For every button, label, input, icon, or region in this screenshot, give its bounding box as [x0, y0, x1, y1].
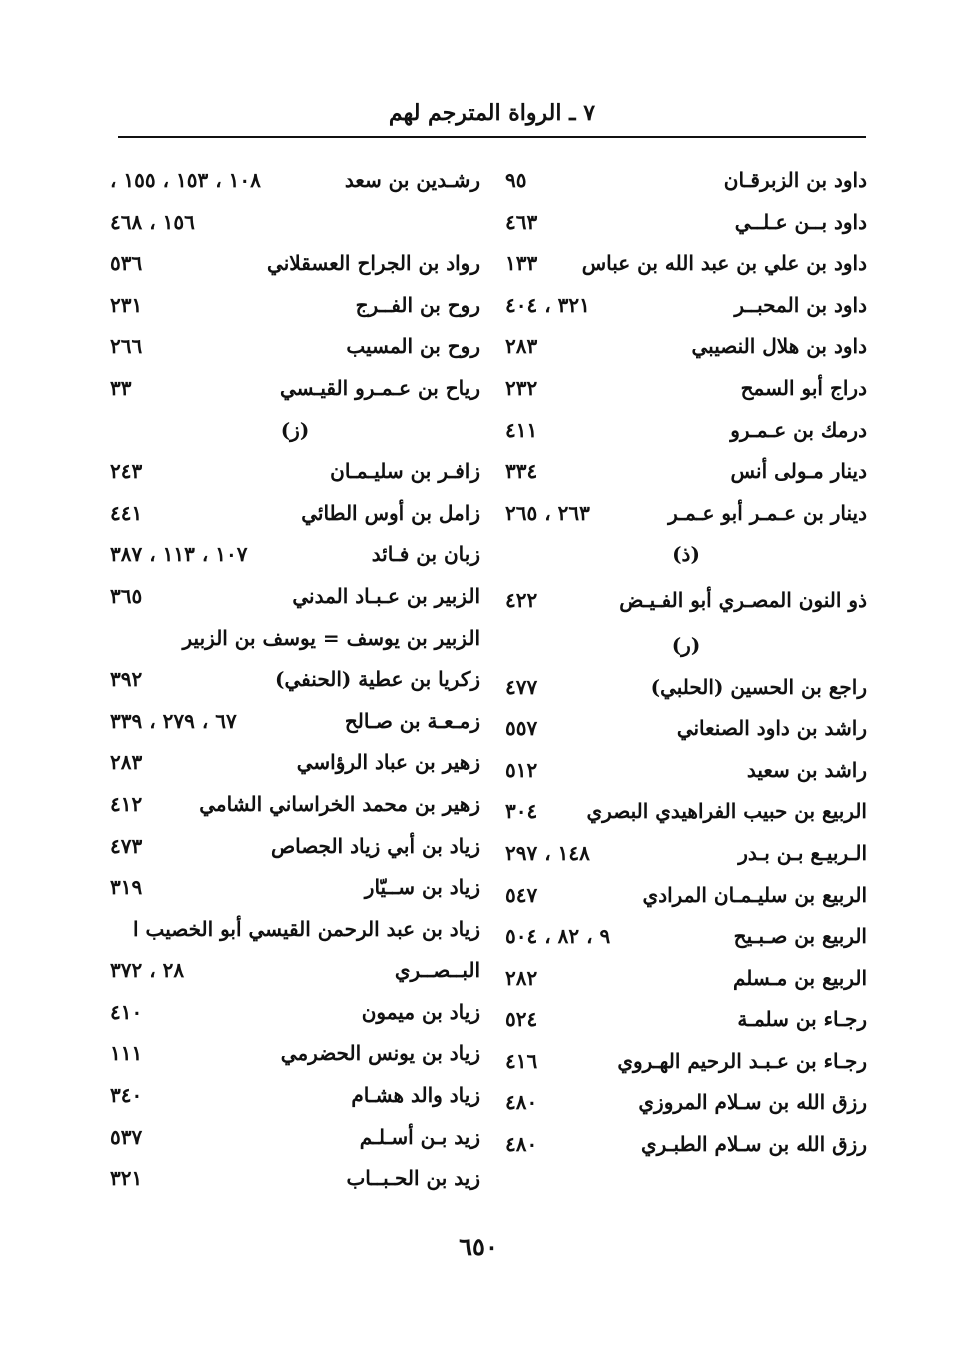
index-entry	[505, 160, 867, 202]
index-entry	[110, 659, 480, 701]
index-entry	[110, 992, 480, 1034]
page-references: ٩٥	[505, 168, 527, 192]
page-references: ١٠٨ ، ١٥٣ ، ١٥٥ ،	[110, 168, 261, 192]
index-entry	[110, 742, 480, 784]
letter-label: (ر)	[671, 632, 701, 657]
page-references: ١٣٣	[505, 251, 538, 276]
narrator-name: درمك بن عـمـرو	[730, 417, 867, 442]
index-entry	[505, 791, 867, 833]
narrator-name: ذو النون المصـري أبو الفـيـض	[619, 587, 867, 612]
letter-heading	[505, 625, 867, 667]
page-references: ١١١	[110, 1041, 143, 1066]
narrator-name: راشد بن سعيد	[746, 757, 867, 782]
index-entry	[110, 243, 480, 285]
narrator-name: زياد بن عبد الرحمن القيسي أبو الخصيب ا	[133, 916, 480, 941]
page-references: ٢٤٣	[110, 459, 143, 484]
narrator-name: زهير بن عباد الرؤاسي	[296, 750, 480, 775]
page-references: ٣٩٢	[110, 667, 143, 692]
page-references: ٢٨٢	[505, 965, 538, 990]
page-references: ٦٧ ، ٢٧٩ ، ٣٣٩	[110, 708, 237, 733]
index-entry	[505, 326, 867, 368]
letter-heading	[505, 534, 867, 576]
page-references: ٥٤٧	[505, 882, 538, 907]
page-references: ٤٢٢	[505, 587, 538, 612]
narrator-name: الربيع بن حبيب الفراهيدي البصري	[586, 799, 867, 824]
index-entry	[505, 708, 867, 750]
narrator-name: رزق الله بن سـلام الطبـري	[640, 1132, 867, 1157]
page-references: ٥١٢	[505, 757, 538, 782]
narrator-name: زافـر بن سليـمـان	[330, 459, 480, 484]
index-entry	[505, 410, 867, 452]
letter-label: (ذ)	[672, 542, 700, 567]
narrator-name: البــصــري	[394, 958, 480, 983]
narrator-name: دراج أبو السمح	[740, 375, 867, 400]
narrator-name: زهير بن محمد الخراساني الشامي	[199, 791, 480, 816]
index-entry	[505, 1082, 867, 1124]
narrator-name: زبان بن فـائد	[371, 542, 480, 567]
index-entry	[110, 534, 480, 576]
header-rule	[118, 136, 866, 138]
page-references: ٥٣٦	[110, 251, 143, 276]
page-references: ٤١٢	[110, 791, 143, 816]
page-references: ٢٨٣	[110, 750, 143, 775]
narrator-name: الـربيـع بـن بـدر	[738, 840, 867, 865]
page-references: ٤٦٣	[505, 209, 538, 234]
narrator-name: زيد بـن أسـلـم	[359, 1124, 480, 1149]
letter-label: (ز)	[280, 417, 310, 442]
index-entry	[110, 1117, 480, 1159]
narrator-name: رزق الله بن سـلام المروزي	[638, 1090, 867, 1115]
page-references: ٥٢٤	[505, 1007, 538, 1032]
page-references: ٢٨ ، ٣٧٢	[110, 958, 185, 983]
index-entry	[110, 701, 480, 743]
index-entry	[110, 867, 480, 909]
index-entry	[505, 285, 867, 327]
narrator-name: زكريا بن عطية (الحنفي)	[275, 667, 480, 692]
page-references: ٣١٩	[110, 875, 143, 900]
page-references: ٣٠٤	[505, 799, 538, 824]
narrator-name: الربيع بن صـبـيح	[733, 924, 867, 949]
index-entry	[505, 202, 867, 244]
index-entry	[505, 916, 867, 958]
page-references: ٥٥٧	[505, 716, 538, 741]
index-entry	[110, 909, 480, 951]
index-entry	[110, 826, 480, 868]
index-entry	[110, 493, 480, 535]
narrator-name: دينار مـولى أنس	[730, 459, 867, 484]
page-references: ٩ ، ٨٢ ، ٥٠٤	[505, 924, 611, 949]
index-column-left	[110, 160, 480, 1200]
index-entry	[110, 202, 480, 244]
narrator-name: داود بن علي بن عبد الله بن عباس	[581, 251, 867, 276]
page-references: ٣٢١ ، ٤٠٤	[505, 292, 590, 317]
narrator-name: رواد بن الجراح العسقلاني	[267, 251, 480, 276]
narrator-name: الربيع بن سليـمـان المرادي	[642, 882, 867, 907]
index-column-right	[505, 160, 867, 1166]
narrator-name: الربيع بن مـسلم	[733, 965, 867, 990]
index-entry	[110, 368, 480, 410]
narrator-name: زمـعـة بن صـالح	[344, 708, 480, 733]
page-references: ٢٦٦	[110, 334, 143, 359]
page-number: ٦٥٠	[459, 1232, 498, 1261]
narrator-name: الزبير بن عـبـاد المدني	[292, 583, 480, 608]
page-references: ٤٧٧	[505, 674, 538, 699]
narrator-name: رجـاء بن سلمـة	[737, 1007, 867, 1032]
narrator-name: رجـاء بن عـبـد الرحيم الهـروي	[617, 1048, 867, 1073]
letter-heading	[110, 410, 480, 452]
narrator-name: زيد بن الحـبــاب	[346, 1166, 480, 1191]
index-entry	[505, 667, 867, 709]
narrator-name: روح بن الفــرج	[355, 292, 480, 317]
page-references: ٣٣	[110, 375, 132, 400]
narrator-name: رشـدين بن سعد	[344, 168, 480, 192]
index-entry	[110, 1158, 480, 1200]
page-references: ٣٤٠	[110, 1083, 143, 1108]
page-references: ٤١١	[505, 417, 538, 442]
index-entry	[110, 160, 480, 202]
narrator-name: زياد والد هشـام	[351, 1083, 480, 1108]
index-entry	[505, 451, 867, 493]
page-references: ٣٣٤	[505, 459, 538, 484]
narrator-name: زياد بن يونس الحضرمي	[280, 1041, 480, 1066]
index-entry	[505, 1041, 867, 1083]
page-references: ٢٨٣	[505, 334, 538, 359]
narrator-name: زياد بن ســيّار	[364, 875, 480, 900]
index-entry	[505, 576, 867, 625]
index-entry	[505, 243, 867, 285]
index-entry	[110, 1033, 480, 1075]
page-references: ٤٨٠	[505, 1132, 538, 1157]
page-references: ٢٣٢	[505, 375, 538, 400]
page-references: ٤٤١	[110, 500, 143, 525]
narrator-name: دينار بن عـمـر أبو عـمـر	[668, 500, 867, 525]
page-references: ٢٦٣ ، ٢٦٥	[505, 500, 590, 525]
index-entry	[505, 493, 867, 535]
narrator-name: زياد بن أبي زياد الجصاص	[270, 833, 480, 858]
index-entry	[505, 999, 867, 1041]
page-references: ٣٢١	[110, 1166, 143, 1191]
index-entry	[505, 1124, 867, 1166]
index-entry	[505, 833, 867, 875]
page-references: ٣٦٥	[110, 583, 143, 608]
narrator-name: زامل بن أوس الطائي	[301, 500, 480, 525]
page-references: ٤١٦	[505, 1048, 538, 1073]
narrator-name: داود بن هلال النصيبي	[691, 334, 867, 359]
index-entry	[505, 875, 867, 917]
page-references: ٤٨٠	[505, 1090, 538, 1115]
narrator-name: راجع بن الحسين (الحلبي)	[650, 674, 867, 699]
narrator-name: داود بن المحبــر	[734, 292, 867, 317]
index-entry	[110, 326, 480, 368]
page-references: ١٤٨ ، ٢٩٧	[505, 840, 590, 865]
page-references: ٢٣١	[110, 292, 143, 317]
index-entry	[110, 1075, 480, 1117]
narrator-name: زياد بن ميمون	[361, 999, 480, 1024]
index-entry	[110, 451, 480, 493]
narrator-name: داود بــن عـلــي	[734, 209, 867, 234]
index-entry	[110, 618, 480, 660]
narrator-name: روح بن المسيب	[346, 334, 480, 359]
page-references: ٤٧٣	[110, 833, 143, 858]
index-entry	[505, 750, 867, 792]
index-entry	[505, 368, 867, 410]
index-entry	[110, 285, 480, 327]
index-entry	[110, 950, 480, 992]
narrator-name: الزبير بن يوسف = يوسف بن الزبير	[182, 625, 480, 650]
narrator-name: راشد بن داود الصنعاني	[676, 716, 867, 741]
index-entry	[505, 958, 867, 1000]
narrator-name: رياح بن عـمـرو القيـسي	[280, 375, 480, 400]
page-references: ١٠٧ ، ١١٣ ، ٣٨٧	[110, 542, 248, 567]
running-header: ٧ ـ الرواة المترجم لهم	[388, 100, 596, 126]
page-references: ٤١٠	[110, 999, 143, 1024]
page-references: ١٥٦ ، ٤٦٨	[110, 209, 195, 234]
page-references: ٥٣٧	[110, 1124, 143, 1149]
narrator-name: داود بن الزبرقـان	[723, 168, 867, 192]
index-entry	[110, 576, 480, 618]
index-entry	[110, 784, 480, 826]
